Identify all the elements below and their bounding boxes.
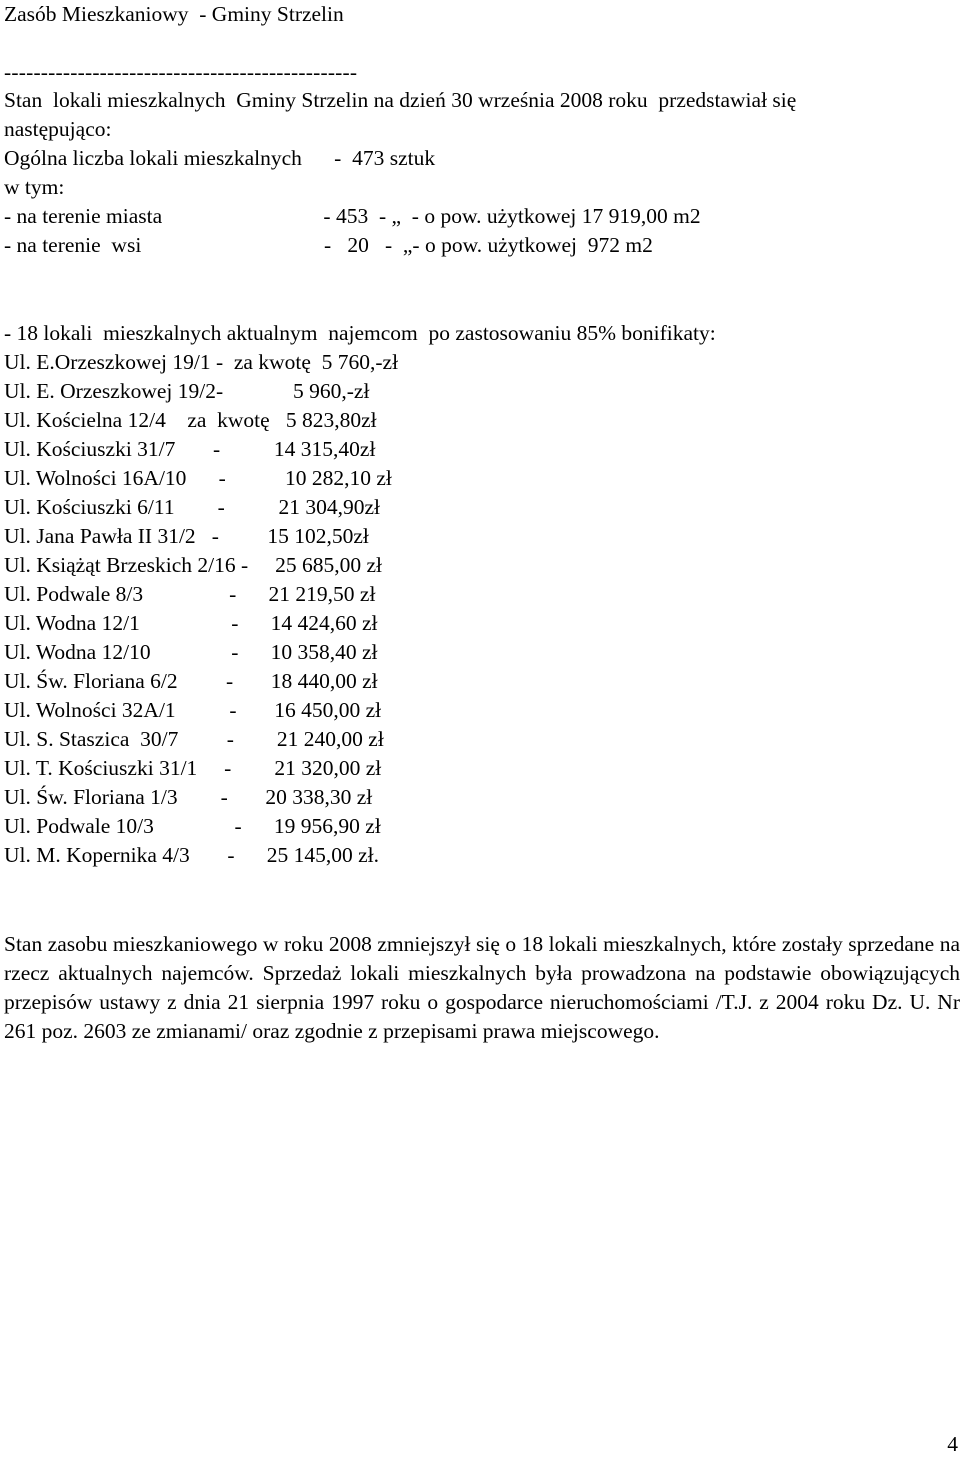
sales-intro: - 18 lokali mieszkalnych aktualnym najemcom po zastosowaniu 85% bonifikaty: (4, 321, 716, 345)
page-number: 4 (947, 1432, 958, 1456)
title-underline-rule: ------------------------------------------------ (4, 60, 358, 84)
sales-list-item: Ul. Wodna 12/10 - 10 358,40 zł (4, 640, 378, 664)
intro-line-villages: - na terenie wsi - 20 - „- o pow. użytkowej 972 m2 (4, 233, 653, 257)
summary-paragraph: Stan zasobu mieszkaniowego w roku 2008 zmniejszył się o 18 lokali mieszkalnych, które zostały sprzedane na rzecz aktualnych najemców. Sprzedaż lokali mieszkalnych była prowadzona na podstawie obowiązujących przepisów ustawy z dnia 21 sierpnia 1997 roku o gospodarce nieruchomościami /T.J. z 2004 roku Dz. U. Nr 261 poz. 2603 ze zmianami/ oraz zgodnie z przepisami prawa miejscowego. (4, 932, 960, 1043)
intro-line-breakdown-label: w tym: (4, 175, 65, 199)
sales-list-item: Ul. Kościelna 12/4 za kwotę 5 823,80zł (4, 408, 377, 432)
sales-list-item: Ul. Wodna 12/1 - 14 424,60 zł (4, 611, 378, 635)
intro-line-continuation: następująco: (4, 117, 112, 141)
sales-list-item: Ul. Św. Floriana 1/3 - 20 338,30 zł (4, 785, 373, 809)
sales-list-item: Ul. Podwale 10/3 - 19 956,90 zł (4, 814, 381, 838)
sales-list-item: Ul. T. Kościuszki 31/1 - 21 320,00 zł (4, 756, 382, 780)
sales-list-item: Ul. Św. Floriana 6/2 - 18 440,00 zł (4, 669, 378, 693)
sales-list-item: Ul. E.Orzeszkowej 19/1 - za kwotę 5 760,-zł (4, 350, 399, 374)
sales-list-item: Ul. Wolności 16A/10 - 10 282,10 zł (4, 466, 392, 490)
sales-list-item: Ul. Kościuszki 31/7 - 14 315,40zł (4, 437, 376, 461)
document-title: Zasób Mieszkaniowy - Gminy Strzelin (4, 2, 344, 26)
sales-list-item: Ul. Jana Pawła II 31/2 - 15 102,50zł (4, 524, 369, 548)
sales-list-item: Ul. M. Kopernika 4/3 - 25 145,00 zł. (4, 843, 380, 867)
sales-list-item: Ul. E. Orzeszkowej 19/2- 5 960,-zł (4, 379, 370, 403)
sales-list-item: Ul. Książąt Brzeskich 2/16 - 25 685,00 zł (4, 553, 382, 577)
intro-line-status: Stan lokali mieszkalnych Gminy Strzelin na dzień 30 września 2008 roku przedstawiał się (4, 88, 797, 112)
sales-list-item: Ul. Kościuszki 6/11 - 21 304,90zł (4, 495, 381, 519)
intro-line-city: - na terenie miasta - 453 - „ - o pow. użytkowej 17 919,00 m2 (4, 204, 701, 228)
sales-list-item: Ul. Podwale 8/3 - 21 219,50 zł (4, 582, 376, 606)
sales-list-item: Ul. Wolności 32A/1 - 16 450,00 zł (4, 698, 382, 722)
sales-list-item: Ul. S. Staszica 30/7 - 21 240,00 zł (4, 727, 384, 751)
intro-line-total: Ogólna liczba lokali mieszkalnych - 473 sztuk (4, 146, 436, 170)
